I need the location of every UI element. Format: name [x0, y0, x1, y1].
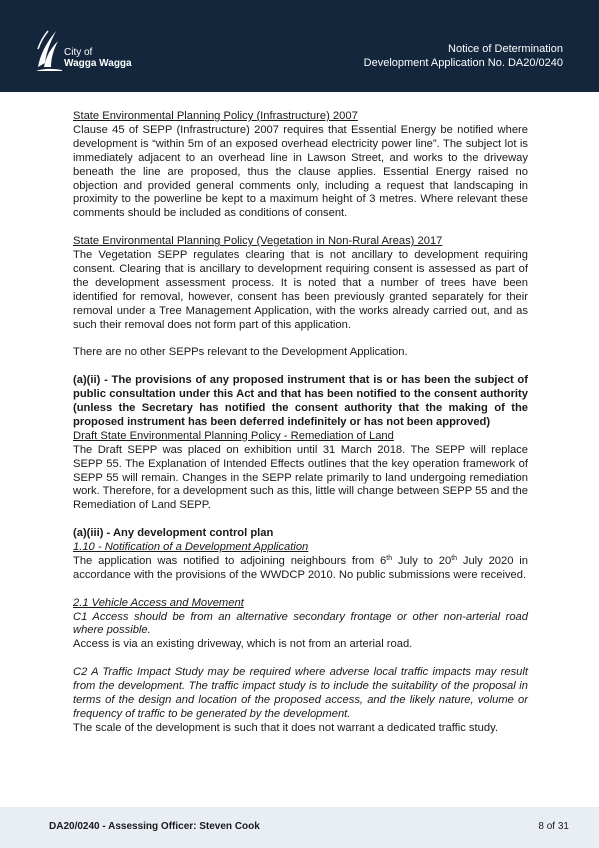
draft-sepp-heading: Draft State Environmental Planning Policy - Remediation of Land — [73, 429, 394, 442]
notification-text: The application was notified to adjoining neighbours from 6th July to 20th July 2020 in accordance with the provisions of the WWDCP 2010. No public submissions were received. — [73, 554, 528, 581]
council-logo — [34, 27, 144, 75]
notice-title: Notice of Determination — [448, 43, 563, 55]
notice-block — [364, 42, 563, 70]
no-other-sepps-text: There are no other SEPPs relevant to the Development Application. — [73, 346, 408, 359]
page-number: 8 of 31 — [538, 821, 569, 832]
application-number: Development Application No. DA20/0240 — [363, 57, 563, 69]
dcp-heading: (a)(iii) - Any development control plan — [73, 527, 274, 540]
control-c1-text: C1 Access should be from an alternative secondary frontage or other non-arterial road where possible. — [73, 610, 528, 637]
page-header — [0, 0, 599, 92]
footer-assessing-officer: DA20/0240 - Assessing Officer: Steven Cook — [49, 821, 260, 832]
vehicle-access-heading: 2.1 Vehicle Access and Movement — [73, 596, 244, 609]
wave-emblem-icon — [34, 27, 64, 71]
draft-sepp-text: The Draft SEPP was placed on exhibition until 31 March 2018. The SEPP will replace SEPP 55. The Explanation of Intended Effects outlines that the key operation framework of SEPP 55 will remain. Changes in the SEPP relate primarily to land undergoing remediation work. Therefore, for a development such as this, little will change between SEPP 55 and the Remediation of Land SEPP. — [73, 443, 528, 512]
sepp-vegetation-text: The Vegetation SEPP regulates clearing that is not ancillary to development requiring consent. Clearing that is ancillary to development requiring consent is assessed as part of the development assessment process. It is noted that a number of trees have been identified for removal, however, consent has been previously granted separately for their removal under a Tree Management Application, with the works already carried out, and as such their removal does not form part of this application. — [73, 249, 528, 331]
control-c2-response: The scale of the development is such that it does not warrant a dedicated traffic study. — [73, 721, 498, 734]
control-c1-response: Access is via an existing driveway, which is not from an arterial road. — [73, 638, 413, 651]
sepp-vegetation-heading: State Environmental Planning Policy (Vegetation in Non-Rural Areas) 2017 — [73, 235, 443, 248]
proposed-instrument-heading: (a)(ii) - The provisions of any proposed instrument that is or has been the subject of public consultation under this Act and that has been notified to the consent authority (unless the Secretary has notified the consent authority that the making of the proposed instrument has been deferred indefinitely or has not been approved) — [73, 374, 528, 428]
sepp-infrastructure-heading: State Environmental Planning Policy (Infrastructure) 2007 — [73, 110, 358, 122]
sepp-infrastructure-text: Clause 45 of SEPP (Infrastructure) 2007 requires that Essential Energy be notified where development is “within 5m of an exposed overhead electricity power line”. The subject lot is immediately adjacent to an overhead line in Lawson Street, and works to the driveway beneath the line are proposed, thus the clause applies. Essential Energy raised no objection and provided general comments only, including a request that landscaping in proximity to the powerline be kept to a maximum height of 3 metres. Where relevant these comments should be included as conditions of consent. — [73, 123, 528, 220]
document-body — [73, 110, 528, 736]
control-c2-text: C2 A Traffic Impact Study may be required where adverse local traffic impacts may result from the development. The traffic impact study is to include the suitability of the proposal in terms of the design and location of the proposed access, and the likely nature, volume or frequency of traffic to be generated by the development. — [73, 666, 528, 720]
page-footer — [0, 807, 599, 848]
logo-text — [64, 47, 132, 69]
logo-city-label: City of — [64, 47, 93, 58]
logo-name-label: Wagga Wagga — [64, 58, 132, 69]
notification-heading: 1.10 - Notification of a Development Application — [73, 541, 309, 554]
